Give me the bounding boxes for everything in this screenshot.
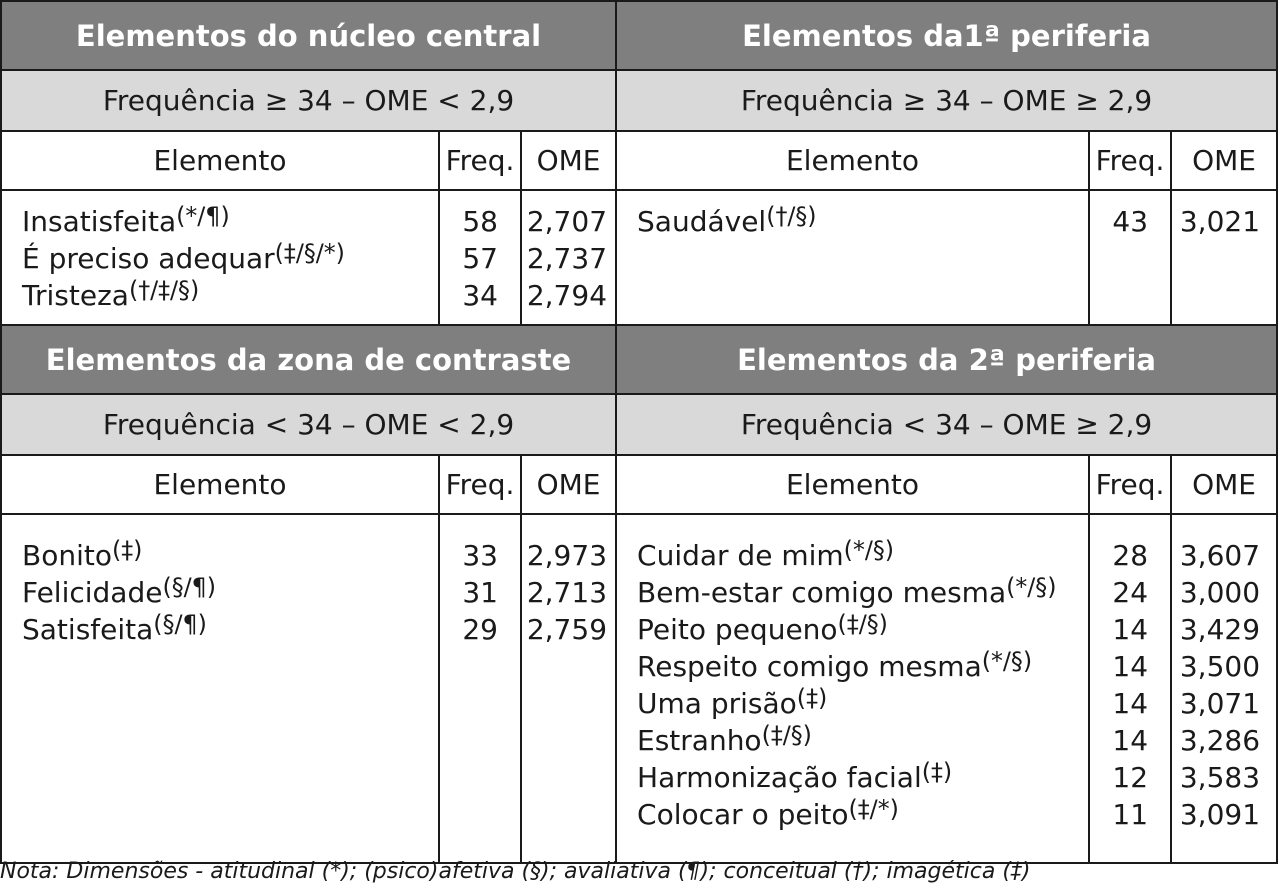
column-header-ome: OME <box>521 131 616 190</box>
ome-value: 2,794 <box>526 279 608 312</box>
freq-value: 31 <box>462 576 498 609</box>
freq-list <box>439 190 521 325</box>
freq-value: 33 <box>462 539 498 572</box>
element-label: Respeito comigo mesma <box>637 650 982 683</box>
criteria-row <box>1 70 1277 131</box>
element-label: Felicidade <box>22 576 163 609</box>
ome-value: 2,973 <box>526 539 608 572</box>
element-list <box>616 190 1089 325</box>
dimension-marker: (‡/§) <box>837 609 888 638</box>
ome-value: 3,286 <box>1179 724 1261 757</box>
column-header-element: Elemento <box>616 455 1089 514</box>
element-label: Satisfeita <box>22 613 154 646</box>
element-name <box>637 722 1088 759</box>
element-name <box>22 611 438 648</box>
ome-value: 3,021 <box>1179 205 1261 238</box>
dimension-marker: (*/§) <box>843 535 895 564</box>
dimension-marker: (†/‡/§) <box>128 275 200 304</box>
ome-value: 3,091 <box>1179 798 1261 831</box>
section-title-central-core: Elementos do núcleo central <box>1 1 616 70</box>
column-header-element: Elemento <box>616 131 1089 190</box>
dimension-marker: (‡/§/*) <box>274 238 345 267</box>
data-row <box>1 514 1277 863</box>
element-name <box>637 537 1088 574</box>
element-name <box>637 796 1088 833</box>
element-list <box>616 514 1089 863</box>
dimension-marker: (*/§) <box>981 646 1033 675</box>
table-note: Nota: Dimensões - atitudinal (*); (psico)afetiva (§); avaliativa (¶); conceitual (†); imagética (‡) <box>0 859 1031 884</box>
column-header-freq: Freq. <box>439 455 521 514</box>
element-name <box>637 759 1088 796</box>
criteria-contrast-zone: Frequência < 34 – OME < 2,9 <box>1 394 616 455</box>
dimension-marker: (*/¶) <box>176 201 230 230</box>
criteria-central-core: Frequência ≥ 34 – OME < 2,9 <box>1 70 616 131</box>
column-header-freq: Freq. <box>1089 131 1171 190</box>
dimension-marker: (‡) <box>921 757 953 786</box>
freq-list <box>439 514 521 863</box>
element-label: Harmonização facial <box>637 761 922 794</box>
criteria-row <box>1 394 1277 455</box>
criteria-second-periphery: Frequência < 34 – OME ≥ 2,9 <box>616 394 1277 455</box>
section-title-first-periphery: Elementos da1ª periferia <box>616 1 1277 70</box>
element-label: Tristeza <box>22 279 129 312</box>
column-header-freq: Freq. <box>1089 455 1171 514</box>
dimension-marker: (‡/*) <box>848 794 899 823</box>
ome-value: 3,500 <box>1179 650 1261 683</box>
ome-value: 3,071 <box>1179 687 1261 720</box>
freq-list <box>1089 190 1171 325</box>
element-label: Insatisfeita <box>22 205 177 238</box>
element-name <box>22 277 438 314</box>
dimension-marker: (‡) <box>111 535 143 564</box>
column-header-ome: OME <box>1171 455 1277 514</box>
ome-list <box>521 190 616 325</box>
element-name <box>637 685 1088 722</box>
element-name <box>637 574 1088 611</box>
section-title-second-periphery: Elementos da 2ª periferia <box>616 325 1277 394</box>
ome-value: 2,737 <box>526 242 608 275</box>
element-name <box>22 537 438 574</box>
ome-value: 2,713 <box>526 576 608 609</box>
column-header-row <box>1 131 1277 190</box>
element-name <box>22 574 438 611</box>
ome-value: 3,429 <box>1179 613 1261 646</box>
ome-list <box>1171 514 1277 863</box>
freq-value: 43 <box>1112 205 1149 238</box>
element-name <box>22 240 438 277</box>
freq-value: 57 <box>462 242 498 275</box>
freq-list <box>1089 514 1171 863</box>
section-title-row <box>1 325 1277 394</box>
element-label: Bonito <box>22 539 112 572</box>
dimension-marker: (†/§) <box>766 201 817 230</box>
freq-value: 14 <box>1112 613 1149 646</box>
column-header-freq: Freq. <box>439 131 521 190</box>
dimension-marker: (‡) <box>796 683 828 712</box>
element-name <box>637 648 1088 685</box>
element-label: Estranho <box>637 724 762 757</box>
data-row <box>1 190 1277 325</box>
freq-value: 58 <box>462 205 498 238</box>
column-header-ome: OME <box>1171 131 1277 190</box>
dimension-marker: (‡/§) <box>761 720 812 749</box>
freq-value: 34 <box>462 279 498 312</box>
freq-value: 11 <box>1112 798 1149 831</box>
element-list <box>1 514 439 863</box>
freq-value: 14 <box>1112 687 1149 720</box>
column-header-element: Elemento <box>1 131 439 190</box>
element-name <box>22 203 438 240</box>
freq-value: 29 <box>462 613 498 646</box>
element-label: Saudável <box>637 205 767 238</box>
ome-value: 3,607 <box>1179 539 1261 572</box>
column-header-ome: OME <box>521 455 616 514</box>
freq-value: 14 <box>1112 724 1149 757</box>
element-name <box>637 611 1088 648</box>
criteria-first-periphery: Frequência ≥ 34 – OME ≥ 2,9 <box>616 70 1277 131</box>
freq-value: 24 <box>1112 576 1149 609</box>
ome-list <box>1171 190 1277 325</box>
freq-value: 14 <box>1112 650 1149 683</box>
ome-value: 3,583 <box>1179 761 1261 794</box>
section-title-contrast-zone: Elementos da zona de contraste <box>1 325 616 394</box>
element-label: Cuidar de mim <box>637 539 844 572</box>
dimension-marker: (*/§) <box>1006 572 1057 601</box>
ome-value: 3,000 <box>1179 576 1261 609</box>
freq-value: 28 <box>1112 539 1149 572</box>
element-label: Bem-estar comigo mesma <box>637 576 1007 609</box>
element-label: Peito pequeno <box>637 613 838 646</box>
element-label: Uma prisão <box>637 687 797 720</box>
element-name <box>637 203 1088 240</box>
section-title-row <box>1 1 1277 70</box>
ome-list <box>521 514 616 863</box>
element-label: Colocar o peito <box>637 798 849 831</box>
freq-value: 12 <box>1112 761 1149 794</box>
column-header-element: Elemento <box>1 455 439 514</box>
ome-value: 2,759 <box>526 613 608 646</box>
dimension-marker: (§/¶) <box>153 609 207 638</box>
dimension-marker: (§/¶) <box>162 572 217 601</box>
element-label: É preciso adequar <box>22 242 275 275</box>
element-list <box>1 190 439 325</box>
ome-value: 2,707 <box>526 205 608 238</box>
column-header-row <box>1 455 1277 514</box>
